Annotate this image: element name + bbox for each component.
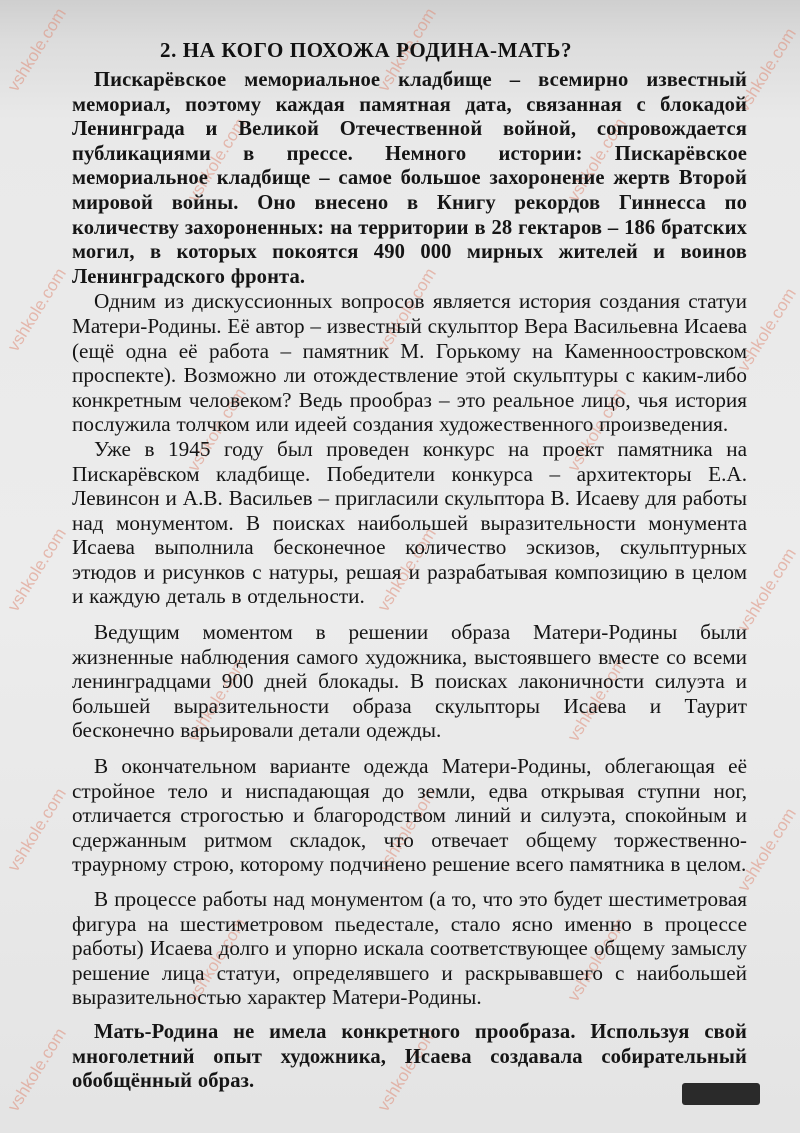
section-title: 2. НА КОГО ПОХОЖА РОДИНА-МАТЬ? bbox=[160, 38, 573, 62]
watermark-text: vshkole.com bbox=[373, 524, 440, 615]
watermark-text: vshkole.com bbox=[373, 784, 440, 875]
watermark-text: vshkole.com bbox=[183, 384, 250, 475]
watermark-text: vshkole.com bbox=[563, 384, 630, 475]
paragraph-4: Ведущим моментом в решении образа Матери-Родины были жизненные наблюдения самого художника, выстоявшего вместе со всеми ленинградцами 900 дней блокады. В поисках лаконичности силуэта и большей выразительности образа скульпторы Исаева и Таурит бесконечно варьировали детали одежды. bbox=[72, 620, 747, 743]
paragraph-7: Мать-Родина не имела конкретного прообраза. Используя свой многолетний опыт художника, Исаева создавала собирательный обобщённый образ. bbox=[72, 1020, 747, 1093]
watermark-text: vshkole.com bbox=[563, 654, 630, 745]
watermark-text: vshkole.com bbox=[563, 114, 630, 205]
document-body bbox=[72, 68, 747, 1094]
watermark-text: vshkole.com bbox=[3, 1024, 70, 1115]
watermark-text: vshkole.com bbox=[3, 784, 70, 875]
watermark-text: vshkole.com bbox=[183, 914, 250, 1005]
watermark-text: vshkole.com bbox=[373, 264, 440, 355]
watermark-text: vshkole.com bbox=[733, 804, 800, 895]
watermark-text: vshkole.com bbox=[3, 524, 70, 615]
paragraph-1: Пискарёвское мемориальное кладбище – всемирно известный мемориал, поэтому каждая памятная дата, связанная с блокадой Ленинграда и Великой Отечественной войной, сопровождается публикациями в прессе. Немного истории: Пискарёвское мемориальное кладбище – самое большое захоронение жертв Второй мировой войны. Оно внесено в Книгу рекордов Гиннесса по количеству захороненных: на территории в 28 гектаров – 186 братских могил, в которых покоятся 490 000 мирных жителей и воинов Ленинградского фронта. bbox=[72, 69, 747, 288]
paragraph-5: В окончательном варианте одежда Матери-Родины, облегающая её стройное тело и ниспадающая до земли, едва открывая ступни ног, отличается строгостью и благородством линий и силуэта, спокойным и сдержанным ритмом складок, что отвечает общему торжественно-траурному строю, которому подчинено решение всего памятника в целом. bbox=[72, 754, 747, 877]
paragraph-3: Уже в 1945 году был проведен конкурс на проект памятника на Пискарёвском кладбище. Победители конкурса – архитекторы Е.А. Левинсон и А.В. Васильев – пригласили скульптора В. Исаеву для работы над монументом. В поисках наибольшей выразительности монумента Исаева выполнила бесконечное количество эскизов, скульптурных этюдов и рисунков с натуры, решая и разрабатывая композицию в целом и каждую деталь в отдельности. bbox=[72, 436, 747, 609]
watermark-text: vshkole.com bbox=[373, 4, 440, 95]
watermark-text: vshkole.com bbox=[183, 654, 250, 745]
paragraph-6: В процессе работы над монументом (а то, что это будет шестиметровая фигура на шестиметровом пьедестале, стало ясно именно в процессе работы) Исаева долго и упорно искала соответствующее общему замыслу решение лица статуи, определявшего и раскрывавшего с наибольшей выразительностью характер Матери-Родины. bbox=[72, 887, 747, 1010]
paragraph-2: Одним из дискуссионных вопросов является история создания статуи Матери-Родины. Её автор – известный скульптор Вера Васильевна Исаева (ещё одна её работа – памятник М. Горькому на Каменноостровском проспекте). Возможно ли отождествление этой скульптуры с каким-либо конкретным человеком? Ведь прообраз – это реальное лицо, чья история послужила толчком или идеей создания художественного произведения. bbox=[72, 289, 747, 437]
watermark-text: vshkole.com bbox=[3, 4, 70, 95]
watermark-text: vshkole.com bbox=[733, 544, 800, 635]
watermark-text: vshkole.com bbox=[733, 284, 800, 375]
watermark-text: vshkole.com bbox=[183, 114, 250, 205]
watermark-text: vshkole.com bbox=[3, 264, 70, 355]
watermark-text: vshkole.com bbox=[563, 914, 630, 1005]
page-number-bar bbox=[682, 1083, 760, 1105]
watermark-text: vshkole.com bbox=[733, 24, 800, 115]
watermark-text: vshkole.com bbox=[373, 1024, 440, 1115]
